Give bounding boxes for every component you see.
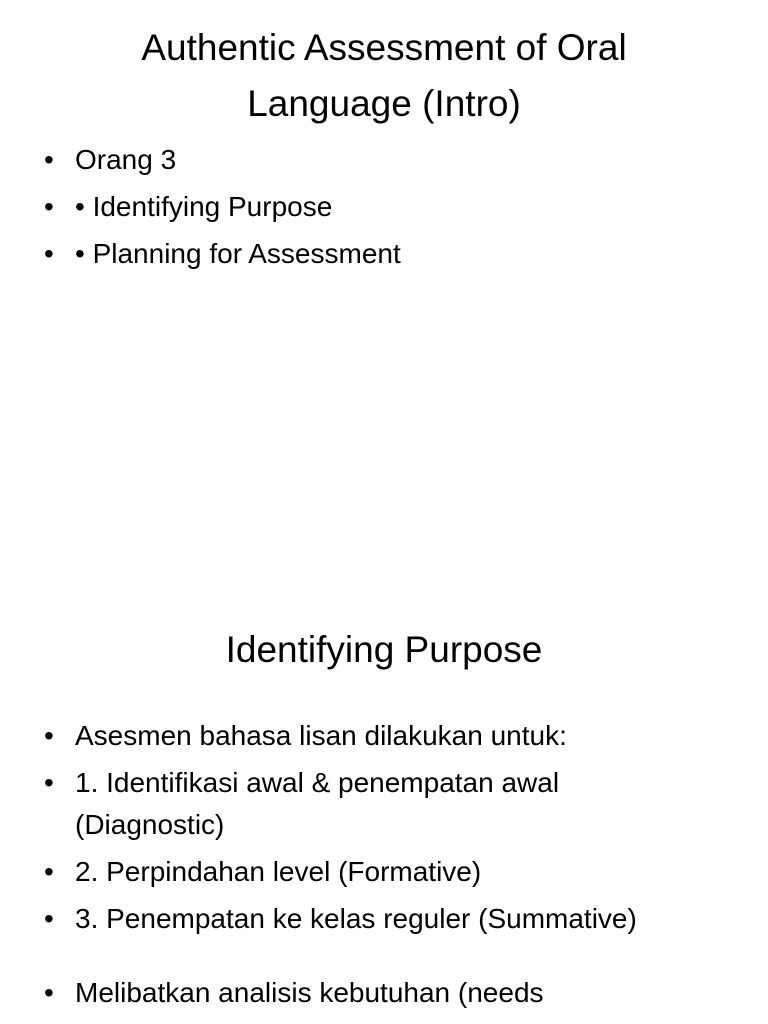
bullet-item xyxy=(44,972,704,1014)
bullet-text: • Planning for Assessment xyxy=(75,238,401,269)
slide-title-line-1: Authentic Assessment of Oral xyxy=(141,27,627,68)
bullet-list xyxy=(44,715,704,1019)
bullet-list xyxy=(44,139,704,280)
slide-title-line-2: Language (Intro) xyxy=(247,83,521,124)
bullet-marker: • xyxy=(44,767,54,798)
slide-2 xyxy=(0,600,768,1024)
bullet-marker: • xyxy=(44,856,54,887)
bullet-item xyxy=(44,851,704,893)
bullet-text: 2. Perpindahan level (Formative) xyxy=(75,856,482,887)
bullet-marker: • xyxy=(44,720,54,751)
slide-title xyxy=(40,20,728,132)
bullet-text: 3. Penempatan ke kelas reguler (Summative) xyxy=(75,903,637,934)
bullet-text: • Identifying Purpose xyxy=(75,191,333,222)
bullet-item xyxy=(44,715,704,757)
bullet-marker: • xyxy=(44,191,54,222)
bullet-text: 1. Identifikasi awal & penempatan awal (Diagnostic) xyxy=(75,767,560,840)
bullet-item xyxy=(44,898,704,940)
slide-title: Identifying Purpose xyxy=(225,629,543,670)
bullet-marker: • xyxy=(44,238,54,269)
bullet-text: Melibatkan analisis kebutuhan (needs xyxy=(75,977,544,1008)
bullet-item xyxy=(44,186,704,228)
bullet-marker: • xyxy=(44,903,54,934)
bullet-marker: • xyxy=(44,144,54,175)
bullet-item xyxy=(44,762,704,846)
bullet-text: Asesmen bahasa lisan dilakukan untuk: xyxy=(75,720,567,751)
bullet-marker: • xyxy=(44,977,54,1008)
bullet-item xyxy=(44,139,704,181)
bullet-text: Orang 3 xyxy=(75,144,177,175)
bullet-item xyxy=(44,233,704,275)
